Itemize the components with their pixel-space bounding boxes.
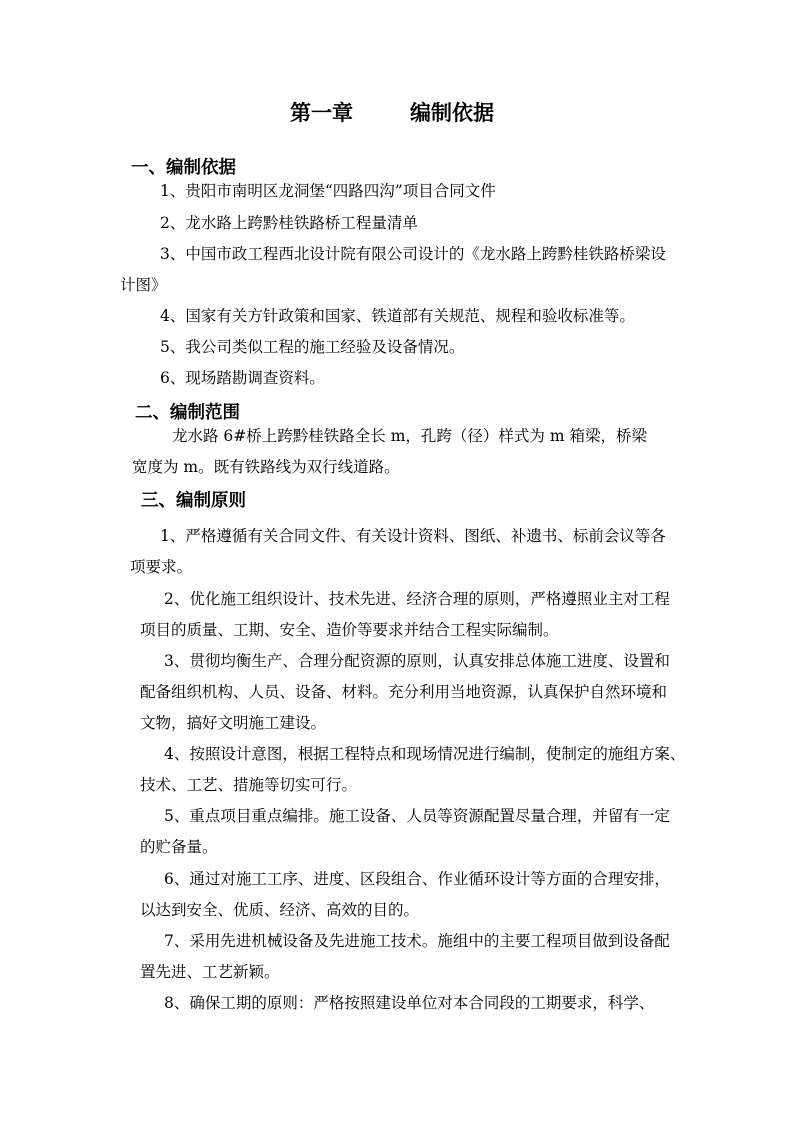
principle-line-5: 3、贯彻均衡生产、合理分配资源的原则，认真安排总体施工进度、设置和 [164,652,670,670]
basis-item-5: 5、我公司类似工程的施工经验及设备情况。 [160,338,465,356]
principle-line-12: 6、通过对施工工序、进度、区段组合、作业循环设计等方面的合理安排， [164,870,670,888]
principle-line-3: 2、优化施工组织设计、技术先进、经济合理的原则，严格遵照业主对工程 [164,590,670,608]
section-1-heading: 一、编制依据 [131,158,236,178]
chapter-title: 编制依据 [410,100,494,125]
basis-item-3: 3、中国市政工程西北设计院有限公司设计的《龙水路上跨黔桂铁路桥梁设 [160,245,666,263]
principle-line-13: 以达到安全、优质、经济、高效的目的。 [140,901,420,919]
principle-line-6: 配备组织机构、人员、设备、材料。充分利用当地资源，认真保护自然环境和 [140,683,668,701]
scope-line-2: 宽度为 m。既有铁路线为双行线道路。 [132,458,400,476]
basis-item-3-continued: 计图》 [120,276,167,294]
section-2-heading: 二、编制范围 [135,403,240,423]
principle-line-1: 1、严格遵循有关合同文件、有关设计资料、图纸、补遗书、标前会议等各 [160,527,666,545]
principle-line-9: 技术、工艺、措施等切实可行。 [140,776,358,794]
basis-item-6: 6、现场踏勘调查资料。 [160,369,325,387]
principle-line-11: 的贮备量。 [140,838,218,856]
principle-line-2: 项要求。 [130,558,193,576]
principle-line-14: 7、采用先进机械设备及先进施工技术。施组中的主要工程项目做到设备配 [164,932,670,950]
principle-line-10: 5、重点项目重点编排。施工设备、人员等资源配置尽量合理，并留有一定 [164,807,670,825]
basis-item-4: 4、国家有关方针政策和国家、铁道部有关规范、规程和验收标准等。 [160,307,635,325]
principle-line-4: 项目的质量、工期、安全、造价等要求并结合工程实际编制。 [140,621,559,639]
scope-line-1: 龙水路 6#桥上跨黔桂铁路全长 m，孔跨（径）样式为 m 箱梁，桥梁 [172,427,647,445]
basis-item-1: 1、贵阳市南明区龙洞堡“四路四沟”项目合同文件 [160,182,496,200]
principle-line-15: 置先进、工艺新颖。 [140,963,280,981]
basis-item-2: 2、龙水路上跨黔桂铁路桥工程量清单 [160,214,418,232]
chapter-number: 第一章 [290,100,353,125]
principle-line-7: 文物，搞好文明施工建设。 [140,714,327,732]
principle-line-8: 4、按照设计意图，根据工程特点和现场情况进行编制，使制定的施组方案、 [164,745,686,763]
section-3-heading: 三、编制原则 [141,491,246,511]
principle-line-16: 8、确保工期的原则：严格按照建设单位对本合同段的工期要求，科学、 [164,994,655,1012]
